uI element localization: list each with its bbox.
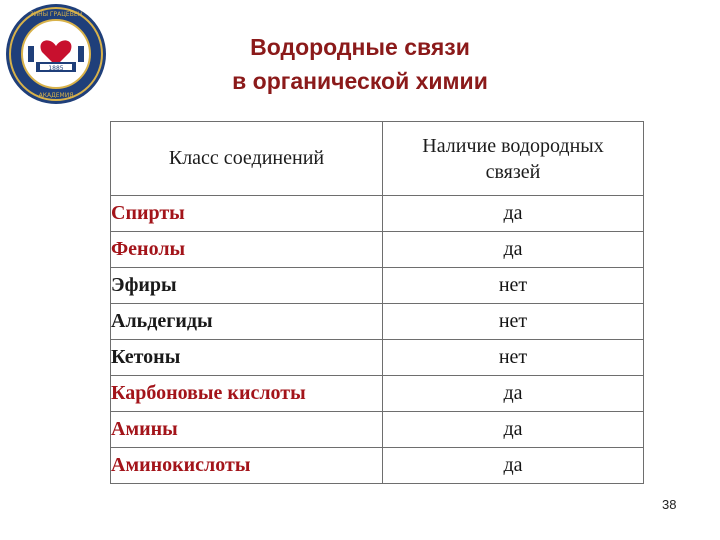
column-header-class: Класс соединений [111, 122, 383, 196]
column-header-presence [383, 122, 644, 196]
compound-class-cell: Эфиры [111, 268, 383, 304]
header-presence-line-2: связей [485, 160, 541, 183]
compound-class-cell: Аминокислоты [111, 448, 383, 484]
hydrogen-bonds-table [110, 121, 644, 484]
svg-text:ЗИНЫ ГРАЦЕВЕН: ЗИНЫ ГРАЦЕВЕН [29, 11, 83, 18]
table-row [111, 268, 644, 304]
hydrogen-bond-presence-cell: нет [383, 268, 644, 304]
hydrogen-bond-presence-cell: нет [383, 340, 644, 376]
compound-class-cell: Фенолы [111, 232, 383, 268]
hydrogen-bond-presence-cell: да [383, 232, 644, 268]
svg-text:АКАДЕМИЯ: АКАДЕМИЯ [38, 92, 74, 99]
table-body [111, 196, 644, 484]
compound-class-cell: Амины [111, 412, 383, 448]
table-row [111, 232, 644, 268]
compound-class-cell: Альдегиды [111, 304, 383, 340]
table-row [111, 196, 644, 232]
table-row [111, 304, 644, 340]
table-row [111, 412, 644, 448]
compound-class-cell: Спирты [111, 196, 383, 232]
table-row [111, 376, 644, 412]
table-header-row [111, 122, 644, 196]
compound-class-cell: Карбоновые кислоты [111, 376, 383, 412]
table-row [111, 340, 644, 376]
hydrogen-bond-presence-cell: да [383, 412, 644, 448]
hydrogen-bond-presence-cell: да [383, 448, 644, 484]
title-line-1: Водородные связи [250, 34, 470, 60]
page-number: 38 [662, 497, 677, 512]
table-row [111, 448, 644, 484]
hydrogen-bond-presence-cell: да [383, 376, 644, 412]
academy-logo [4, 2, 108, 106]
title-line-2: в органической химии [232, 68, 488, 94]
hydrogen-bond-presence-cell: нет [383, 304, 644, 340]
header-presence-line-1: Наличие водородных [422, 134, 604, 157]
svg-text:1885: 1885 [48, 65, 64, 72]
slide-title [160, 30, 560, 98]
hydrogen-bond-presence-cell: да [383, 196, 644, 232]
compound-class-cell: Кетоны [111, 340, 383, 376]
